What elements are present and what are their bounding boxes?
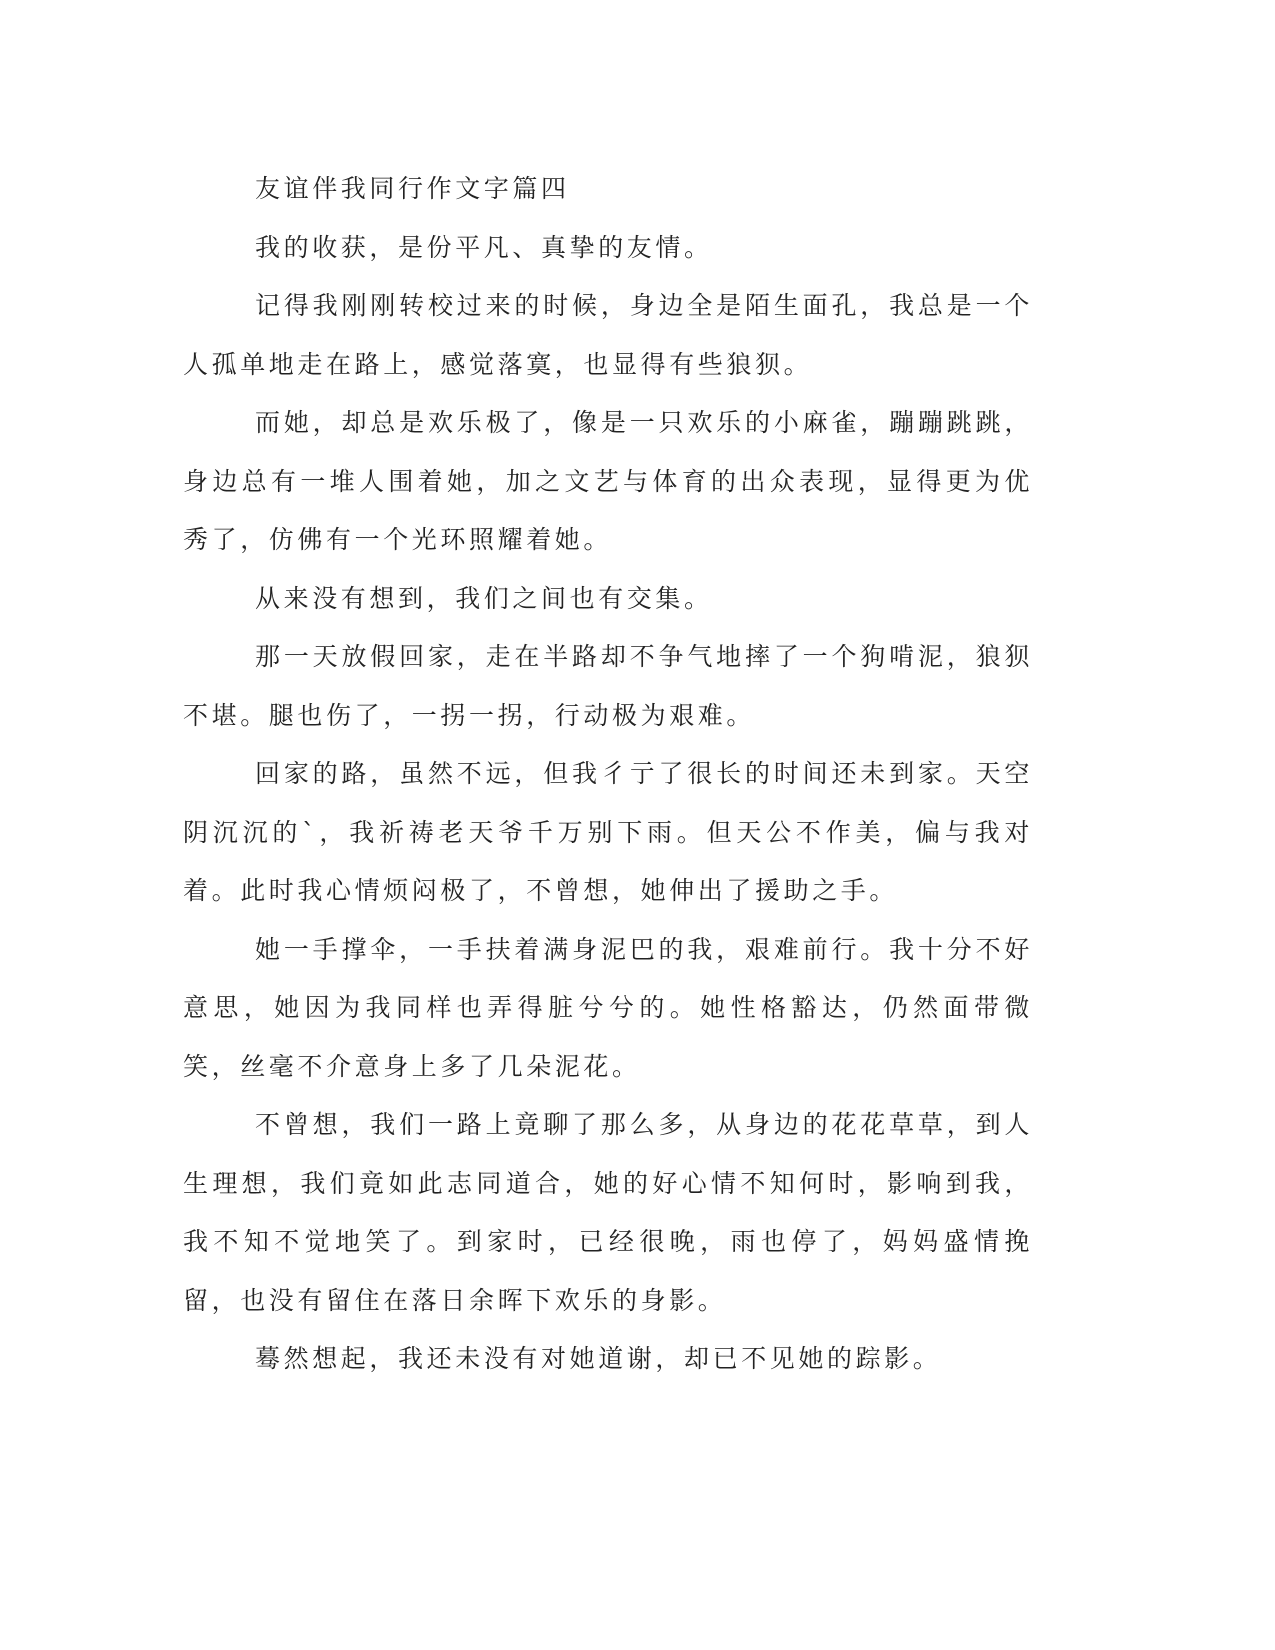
paragraph: 而她，却总是欢乐极了，像是一只欢乐的小麻雀，蹦蹦跳跳，身边总有一堆人围着她，加之文艺与体育的出众表现，显得更为优秀了，仿佛有一个光环照耀着她。 <box>183 408 1033 554</box>
paragraph: 那一天放假回家，走在半路却不争气地摔了一个狗啃泥，狼狈不堪。腿也伤了，一拐一拐，行动极为艰难。 <box>183 642 1033 730</box>
paragraph: 不曾想，我们一路上竟聊了那么多，从身边的花花草草，到人生理想，我们竟如此志同道合，她的好心情不知何时，影响到我，我不知不觉地笑了。到家时，已经很晚，雨也停了，妈妈盛情挽留，也没有留住在落日余晖下欢乐的身影。 <box>183 1110 1033 1315</box>
paragraph: 记得我刚刚转校过来的时候，身边全是陌生面孔，我总是一个人孤单地走在路上，感觉落寞，也显得有些狼狈。 <box>183 291 1033 379</box>
paragraph: 她一手撑伞，一手扶着满身泥巴的我，艰难前行。我十分不好意思，她因为我同样也弄得脏兮兮的。她性格豁达，仍然面带微笑，丝毫不介意身上多了几朵泥花。 <box>183 934 1033 1081</box>
paragraph: 我的收获，是份平凡、真挚的友情。 <box>255 232 713 262</box>
paragraph: 从来没有想到，我们之间也有交集。 <box>255 583 713 613</box>
paragraph: 回家的路，虽然不远，但我彳亍了很长的时间还未到家。天空阴沉沉的`，我祈祷老天爷千万别下雨。但天公不作美，偏与我对着。此时我心情烦闷极了，不曾想，她伸出了援助之手。 <box>183 759 1033 905</box>
document-title: 友谊伴我同行作文字篇四 <box>255 174 570 203</box>
document-body <box>183 160 1033 1389</box>
paragraph: 蓦然想起，我还未没有对她道谢，却已不见她的踪影。 <box>255 1344 942 1373</box>
